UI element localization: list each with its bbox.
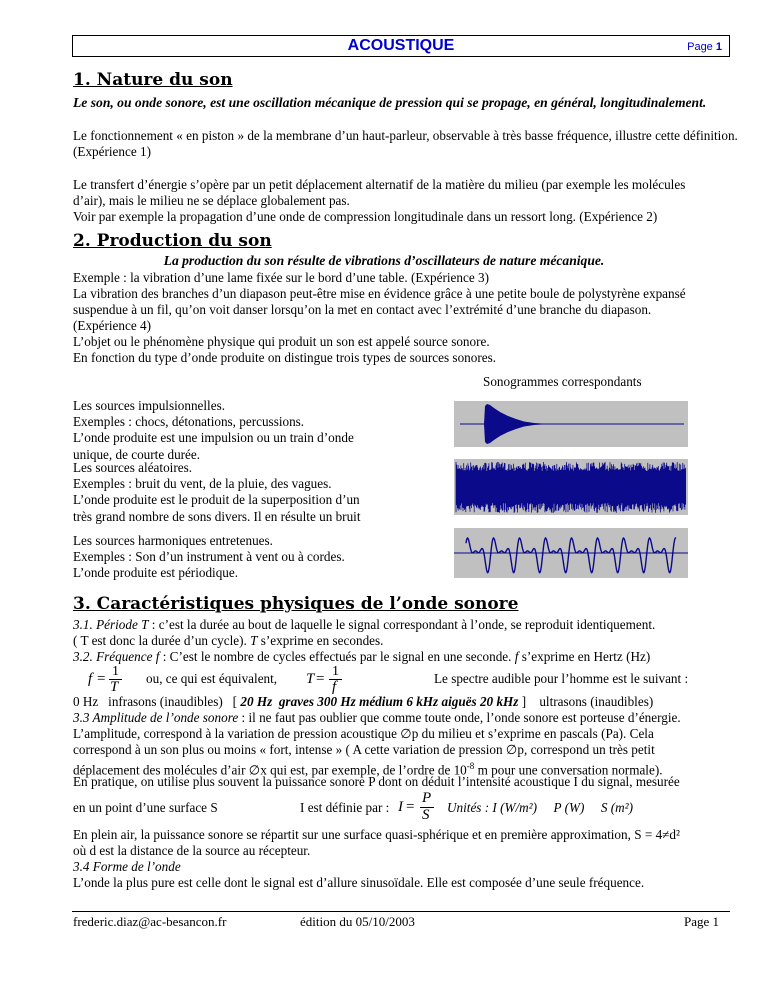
s33-l4b: m pour une conversation normale). bbox=[474, 762, 663, 778]
section-2-definition: La production du son résulte de vibrations d’oscillateurs de nature mécanique. bbox=[163, 253, 605, 268]
sonogram-impulse-svg bbox=[454, 401, 688, 447]
s34-label: 3.4 Forme de l’onde bbox=[73, 859, 181, 874]
formula-i-symbol: I bbox=[398, 799, 403, 815]
s33-text: : il ne faut pas oublier que comme toute onde, l’onde sonore est porteuse d’énergie. bbox=[238, 710, 681, 725]
noise-waveform bbox=[456, 462, 686, 513]
s31-l2a: ( T est donc la durée d’un cycle). bbox=[73, 633, 251, 648]
page-header bbox=[72, 35, 730, 57]
section-2-diapason: La vibration des branches d’un diapason peut-être mise en évidence grâce à une petite boule de polystyrène expansé suspendue à un fil, qu’on voit danser lorsqu’on la met en contact avec l’extrémité d’une branche du diapason. (Expérience 4) bbox=[73, 286, 686, 334]
footer-page: Page 1 bbox=[684, 914, 720, 929]
s31-l2b: T bbox=[250, 633, 258, 648]
s33-label: 3.3 Amplitude de l’onde sonore bbox=[73, 710, 239, 725]
sonogram-title: Sonogrammes correspondants bbox=[483, 374, 642, 389]
section-1-paragraph-2: Le transfert d’énergie s’opère par un petit déplacement alternatif de la matière du milieu (par exemple les molécules d’air), mais le milieu ne se déplace globalement pas. bbox=[73, 177, 686, 209]
s33-line-3: correspond à un son plus ou moins « fort, intense » ( A cette variation de pression ∅p, correspond un très petit bbox=[73, 742, 655, 757]
s32-line-1 bbox=[73, 649, 753, 665]
formula-s-denominator: S bbox=[422, 807, 430, 823]
section-1-paragraph-3: Voir par exemple la propagation d’une onde de compression longitudinale dans un ressort long. (Expérience 2) bbox=[73, 209, 658, 224]
section-3-title: 3. Caractéristiques physiques de l’onde sonore bbox=[73, 594, 519, 614]
sonogram-noise bbox=[454, 459, 688, 515]
source-impulsive-line-4: unique, de courte durée. bbox=[73, 446, 201, 462]
formula-equivalent-text: ou, ce qui est équivalent, bbox=[146, 671, 278, 686]
s34-text: L’onde la plus pure est celle dont le signal est d’allure sinusoïdale. Elle est composée d’une seule fréquence. bbox=[73, 875, 645, 890]
formula2-numerator: 1 bbox=[332, 664, 339, 679]
audible-spectrum bbox=[73, 694, 753, 710]
sonogram-periodic-svg bbox=[454, 528, 688, 578]
s33-line-7: En plein air, la puissance sonore se répartit sur une surface quasi-sphérique et en première approximation, S = 4≠d² bbox=[73, 827, 680, 842]
section-2-source-types: En fonction du type d’onde produite on distingue trois types de sources sonores. bbox=[73, 350, 497, 365]
source-random bbox=[73, 460, 403, 525]
section-2-example: Exemple : la vibration d’une lame fixée sur le bord d’une table. (Expérience 3) bbox=[73, 270, 489, 285]
formula-t-equals-1-over-f bbox=[306, 664, 356, 694]
sonogram-periodic bbox=[454, 528, 688, 578]
s33-exponent: -8 bbox=[466, 761, 475, 771]
formula-numerator: 1 bbox=[112, 664, 119, 679]
formula-f-equals-1-over-t bbox=[88, 664, 138, 694]
formula-p-numerator: P bbox=[422, 790, 432, 806]
s31-line-2 bbox=[73, 633, 743, 649]
formula-i-equals-p-over-s bbox=[398, 790, 438, 822]
spectrum-high: ] ultrasons (inaudibles) bbox=[518, 694, 654, 709]
section-1-title: 1. Nature du son bbox=[73, 70, 233, 90]
header-title: ACOUSTIQUE bbox=[347, 37, 455, 54]
s32-text2: s’exprime en Hertz (Hz) bbox=[518, 649, 651, 664]
s33-line-6a: en un point d’une surface S bbox=[73, 800, 218, 815]
source-harmonic-line-1: Les sources harmoniques entretenues. bbox=[73, 533, 273, 548]
formula-i-equals: = bbox=[406, 799, 415, 815]
section-1-definition: Le son, ou onde sonore, est une oscillation mécanique de pression qui se propage, en général, longitudinalement. bbox=[73, 95, 707, 110]
s31-label: 3.1. Période T bbox=[73, 617, 149, 632]
s33-l4a: déplacement des molécules d’air ∅x qui est, par exemple, de l’ordre de 10 bbox=[73, 762, 467, 778]
sonogram-impulse bbox=[454, 401, 688, 447]
section-1-paragraph-1: Le fonctionnement « en piston » de la membrane d’un haut-parleur, observable à très basse fréquence, illustre cette définition. (Expérience 1) bbox=[73, 128, 738, 160]
formula2-t-symbol: T bbox=[306, 671, 315, 687]
source-random-line-3: L’onde produite est le produit de la superposition d’un bbox=[73, 492, 360, 508]
spectrum-low: 0 Hz infrasons (inaudibles) [ bbox=[73, 694, 241, 709]
s31-line-1 bbox=[73, 617, 743, 633]
s33-line-1 bbox=[73, 710, 753, 726]
s32-label: 3.2. Fréquence f bbox=[73, 649, 160, 664]
footer-divider bbox=[72, 911, 730, 912]
header-page-word: Page bbox=[687, 41, 713, 53]
source-impulsive-line-3: L’onde produite est une impulsion ou un train d’onde bbox=[73, 430, 354, 446]
formula2-denominator: f bbox=[332, 679, 337, 695]
s33-line-5: En pratique, on utilise plus souvent la puissance sonore P dont on déduit l’intensité acoustique I du signal, mesurée bbox=[73, 774, 680, 789]
section-2-source-def: L’objet ou le phénomène physique qui produit un son est appelé source sonore. bbox=[73, 334, 490, 349]
header-page bbox=[687, 41, 722, 53]
s31-text: : c’est la durée au bout de laquelle le signal correspondant à l’onde, se reproduit identiquement. bbox=[148, 617, 656, 632]
periodic-waveform bbox=[466, 538, 676, 573]
units: Unités : I (W/m²) P (W) S (m²) bbox=[447, 800, 634, 815]
section-2-title: 2. Production du son bbox=[73, 231, 272, 251]
formula-denominator: T bbox=[110, 679, 119, 695]
s33-line-2: L’amplitude, correspond à la variation de pression acoustique ∅p du milieu et s’exprime en pascals (Pa). Cela bbox=[73, 726, 654, 741]
s32-text: : C’est le nombre de cycles effectués par le signal en une seconde. bbox=[159, 649, 515, 664]
source-impulsive bbox=[73, 398, 403, 463]
source-random-line-1: Les sources aléatoires. bbox=[73, 460, 193, 475]
spectrum-audible: 20 Hz graves 300 Hz médium 6 kHz aiguës 20 kHz bbox=[240, 694, 519, 709]
impulse-envelope bbox=[484, 404, 544, 444]
source-impulsive-line-1: Les sources impulsionnelles. bbox=[73, 398, 225, 413]
sonogram-noise-svg bbox=[454, 459, 688, 515]
formula-equals: = bbox=[97, 671, 106, 687]
s33-line-8: où d est la distance de la source au récepteur. bbox=[73, 843, 311, 858]
source-impulsive-line-2: Exemples : chocs, détonations, percussions. bbox=[73, 414, 305, 430]
source-random-line-4: très grand nombre de sons divers. Il en résulte un bruit bbox=[73, 508, 361, 524]
s33-line-6b: I est définie par : bbox=[300, 800, 390, 815]
source-harmonic-line-3: L’onde produite est périodique. bbox=[73, 565, 239, 581]
source-harmonic-line-2: Exemples : Son d’un instrument à vent ou à cordes. bbox=[73, 549, 345, 565]
footer-edition: édition du 05/10/2003 bbox=[300, 914, 415, 929]
s31-l2c: s’exprime en secondes. bbox=[257, 633, 384, 648]
source-random-line-2: Exemples : bruit du vent, de la pluie, des vagues. bbox=[73, 476, 332, 492]
footer-email: frederic.diaz@ac-besancon.fr bbox=[73, 914, 227, 929]
s32-f: f bbox=[514, 649, 519, 664]
formula-f-symbol: f bbox=[88, 671, 93, 687]
header-page-number: 1 bbox=[715, 41, 722, 53]
formula2-equals: = bbox=[316, 671, 325, 687]
source-harmonic bbox=[73, 533, 403, 582]
spectre-intro: Le spectre audible pour l’homme est le suivant : bbox=[434, 671, 689, 686]
